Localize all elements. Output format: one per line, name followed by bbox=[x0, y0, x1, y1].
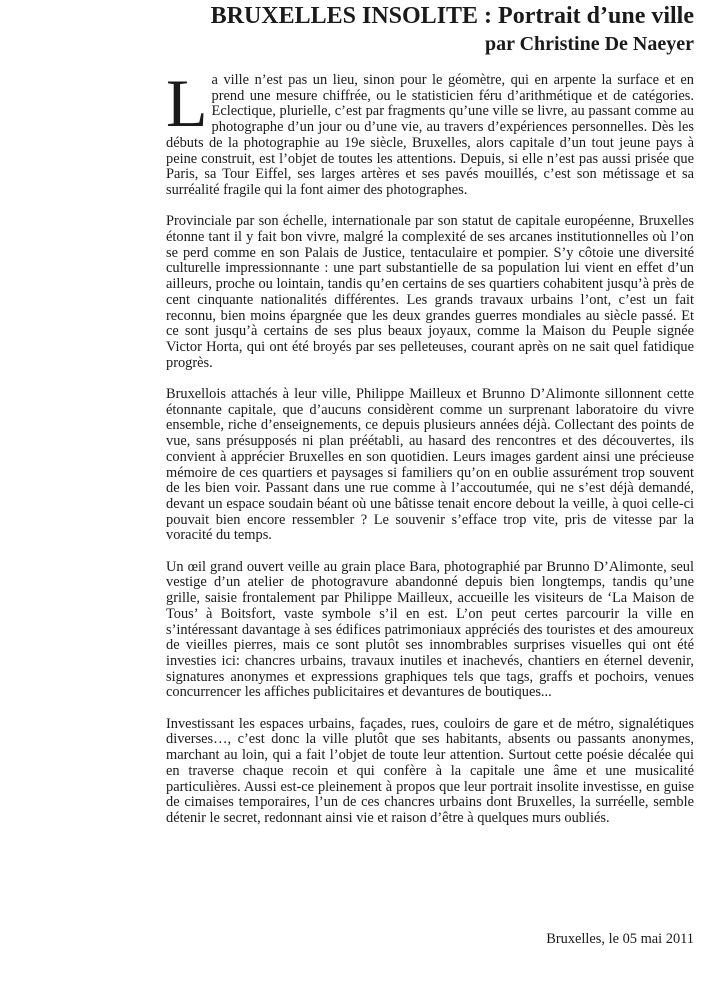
drop-cap: L bbox=[166, 65, 208, 141]
author-byline: par Christine De Naeyer bbox=[484, 33, 694, 55]
article-paragraph-1 bbox=[166, 65, 694, 199]
article-paragraph-3: Bruxellois attachés à leur ville, Philippe Mailleux et Brunno D’Alimonte sillonnent cette étonnante capitale, que d’aucuns considèrent comme un surprenant laboratoire du vivre ensemble, riche d’enseignements, ce depuis plusieurs années déjà. Collectant des points de vue, sans présupposés ni plan préétabli, au hasard des rencontres et des découvertes, ils convient à apprécier Bruxelles en son quotidien. Leurs images gardent ainsi une précieuse mémoire de ces quartiers et paysages si familiers qu’on en oublie assurément trop souvent de les bien voir. Passant dans une rue comme à l’accoutumée, qui ne s’est déjà demandé, devant un espace soudain béant où une bâtisse tenait encore debout la veille, à quoi celle-ci pouvait bien encore ressembler ? Le souvenir s’efface trop vite, pris de vitesse par la voracité du temps. bbox=[166, 386, 694, 544]
article-paragraph-2: Provinciale par son échelle, internationale par son statut de capitale européenne, Bruxelles étonne tant il y fait bon vivre, malgré la complexité de ses arcanes institutionnelles où l’on se perd comme en son Palais de Justice, tentaculaire et pompier. S’y côtoie une diversité culturelle impressionnante : une part substantielle de sa population lui vient en effet d’un ailleurs, proche ou lointain, tandis qu’en certains de ses quartiers cohabitent jusqu’à près de cent cinquante nationalités différentes. Les grands travaux urbains l’ont, c’est un fait reconnu, bien moins épargnée que les deux grandes guerres mondiales au siècle passé. Et ce sont jusqu’à certains de ses plus beaux joyaux, comme la Maison du Peuple signée Victor Horta, qui ont été broyés par ses pelleteuses, courant après on ne sait quel fatidique progrès. bbox=[166, 213, 694, 371]
place-date-signature: Bruxelles, le 05 mai 2011 bbox=[546, 931, 694, 947]
article-paragraph-5: Investissant les espaces urbains, façades, rues, couloirs de gare et de métro, signalétiques diverses…, c’est donc la ville plutôt que ses habitants, absents ou passants anonymes, marchant au loin, qui a fait l’objet de toute leur attention. Surtout cette poésie décalée qui en traverse chaque recoin et qui confère à la capitale une âme et une musicalité particulières. Aussi est-ce pleinement à propos que leur portrait insolite investisse, en guise de cimaises temporaires, l’un de ces chancres urbains dont Bruxelles, la surréelle, semble détenir le secret, redonnant ainsi vie et raison d’être à quelques murs oubliés. bbox=[166, 715, 694, 826]
article-body bbox=[166, 65, 694, 842]
page-title: BRUXELLES INSOLITE : Portrait d’une ville bbox=[210, 3, 694, 29]
paragraph-1-text: a ville n’est pas un lieu, sinon pour le géomètre, qui en arpente la surface et en prend une mesure chiffrée, ou le statisticien féru d’arithmétique et de catégories. Eclectique, plurielle, c’est par fragments qu’une ville se livre, au passant comme au photographe d’un jour ou d’une vie, au travers d’expériences personnelles. Dès les débuts de la photographie au 19e siècle, Bruxelles, alors capitale d’un tout jeune pays à peine construit, est l’objet de toutes les attentions. Depuis, si elle n’est pas aussi prisée que Paris, sa Tour Eiffel, ses larges artères et ses pavés mouillés, c’est son métissage et sa surréalité fragile qui la font aimer des photographes. bbox=[166, 72, 694, 198]
article-paragraph-4: Un œil grand ouvert veille au grain place Bara, photographié par Brunno D’Alimonte, seul vestige d’un atelier de photogravure abandonné depuis bien longtemps, tandis qu’une grille, saisie frontalement par Philippe Mailleux, accueille les visiteurs de ‘La Maison de Tous’ à Boitsfort, vaste symbole s’il en est. L’on peut certes parcourir la ville en s’intéressant davantage à ses édifices patrimoniaux appréciés des touristes et des amoureux de vieilles pierres, mais ce sont plutôt ses innombrables surprises visuelles qui ont été investies ici: chancres urbains, travaux inutiles et inachevés, chantiers en éternel devenir, signatures anonymes et expressions graphiques tels que tags, graffs et pochoirs, venues concurrencer les affiches publicitaires et devantures de boutiques... bbox=[166, 558, 694, 701]
